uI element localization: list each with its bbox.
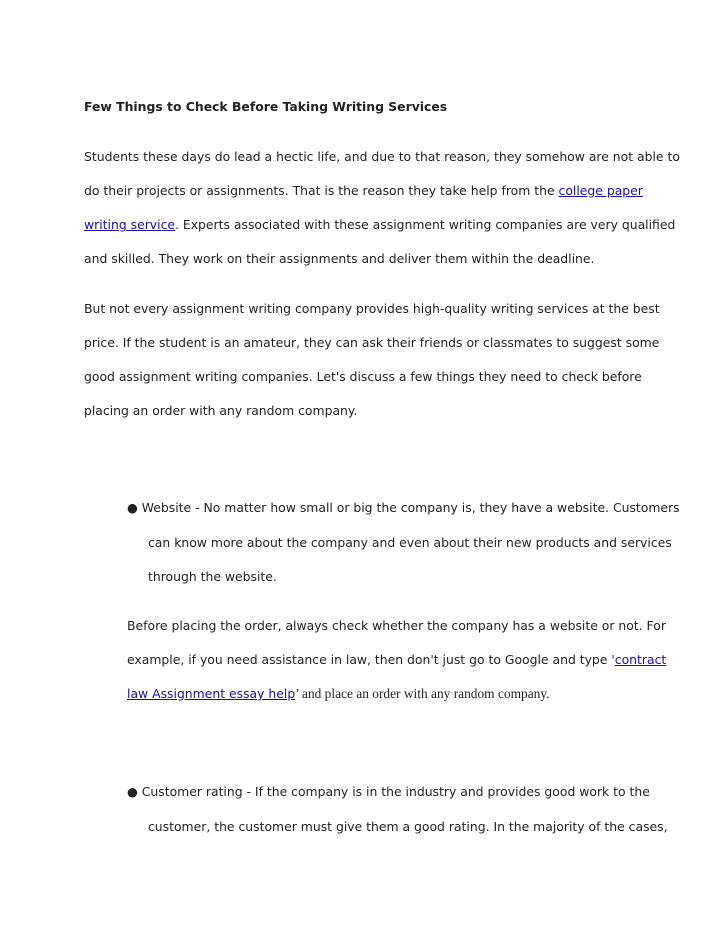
bullet-icon: ●	[127, 500, 138, 515]
bullet-website-line-3: through the website.	[148, 569, 277, 584]
p1-line-3	[84, 217, 675, 233]
bullet-customer-rating-text: Customer rating - If the company is in the industry and provides good work to the	[137, 784, 650, 799]
p3-line-2-text: example, if you need assistance in law, then don't just go to Google and type '	[127, 652, 615, 667]
contract-link[interactable]: contract	[614, 652, 667, 667]
bullet-website-text: Website - No matter how small or big the company is, they have a website. Customers	[137, 500, 680, 515]
p3-line-1: Before placing the order, always check whether the company has a website or not. For	[127, 618, 666, 633]
p2-line-4: placing an order with any random company.	[84, 403, 358, 418]
p1-line-1: Students these days do lead a hectic life, and due to that reason, they somehow are not able to	[84, 149, 680, 164]
college-paper-link[interactable]: college paper	[558, 183, 643, 198]
bullet-customer-rating-line-2: customer, the customer must give them a good rating. In the majority of the cases,	[148, 819, 668, 834]
p2-line-3: good assignment writing companies. Let's discuss a few things they need to check before	[84, 369, 642, 384]
bullet-customer-rating	[127, 784, 650, 800]
p2-line-2: price. If the student is an amateur, they can ask their friends or classmates to suggest some	[84, 335, 660, 350]
law-assignment-essay-help-link[interactable]: law Assignment essay help	[127, 686, 296, 701]
p3-line-3	[127, 686, 550, 702]
p1-line-2	[84, 183, 643, 199]
bullet-website-line-2: can know more about the company and even about their new products and services	[148, 535, 672, 550]
p1-line-4: and skilled. They work on their assignments and deliver them within the deadline.	[84, 251, 595, 266]
p2-line-1: But not every assignment writing company provides high-quality writing services at the best	[84, 301, 660, 316]
bullet-icon: ●	[127, 784, 138, 799]
writing-service-link[interactable]: writing service	[84, 217, 176, 232]
p3-line-2	[127, 652, 666, 668]
p1-line-2-text: do their projects or assignments. That is the reason they take help from the	[84, 183, 559, 198]
document-heading: Few Things to Check Before Taking Writing Services	[84, 99, 448, 114]
p1-line-3-text: . Experts associated with these assignment writing companies are very qualified	[175, 217, 676, 232]
bullet-website	[127, 500, 680, 516]
p3-line-3-text: ’ and place an order with any random company.	[295, 686, 550, 701]
